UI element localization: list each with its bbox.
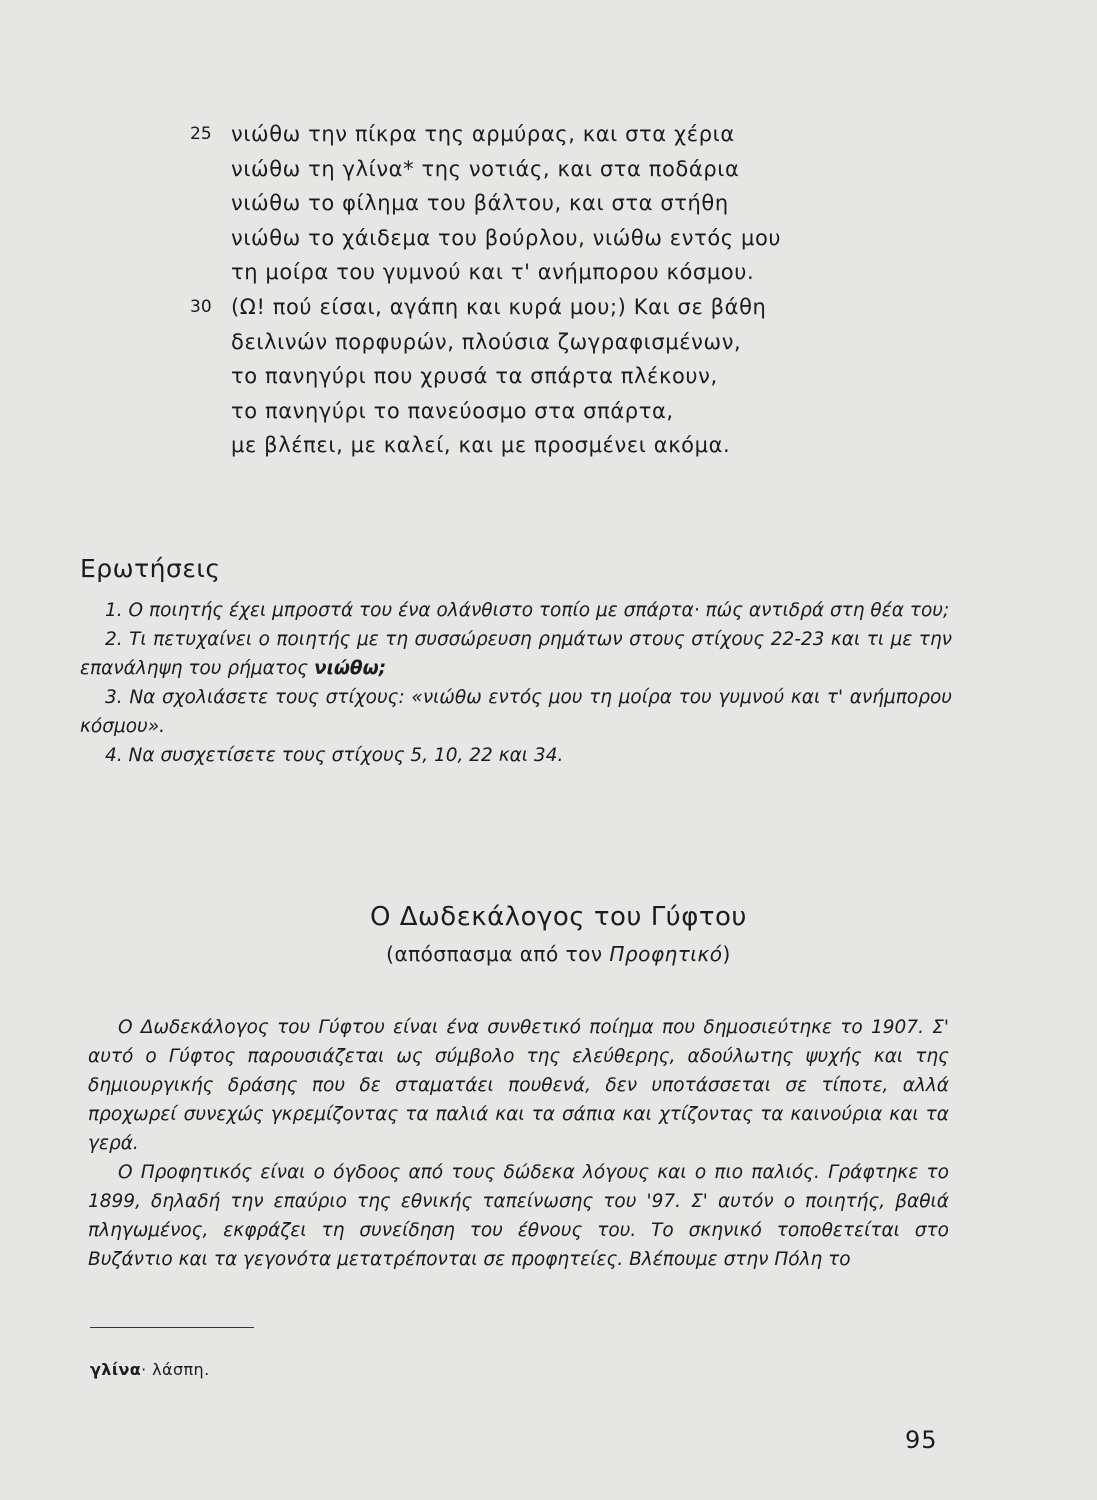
poem-line — [190, 221, 890, 256]
question-number: 4. — [105, 745, 123, 766]
poem-line — [190, 152, 890, 187]
subtitle-work: Προφητικό — [609, 942, 723, 966]
subtitle-suffix: ) — [722, 942, 731, 966]
line-text: (Ω! πού είσαι, αγάπη και κυρά μου;) Και σε βάθη — [231, 294, 767, 319]
line-text: το πανηγύρι που χρυσά τα σπάρτα πλέκουν, — [231, 364, 718, 389]
intro-paragraph: Ο Δωδεκάλογος του Γύφτου είναι ένα συνθετικό ποίημα που δημοσιεύτηκε το 1907. Σ' αυτό ο Γύφτος παρουσιάζεται ως σύμβολο της ελεύθερης, αδούλωτης ψυχής και της δημιουργικής δράσης που δε σταματάει πουθενά, δεν υποτάσσεται σε τίποτε, αλλά προχωρεί συνεχώς γκρεμίζοντας τα παλιά και τα σάπια και χτίζοντας τα καινούρια και τα γερά. — [88, 1017, 949, 1154]
question-emphasis: νιώθω; — [314, 658, 387, 679]
line-text: νιώθω το χάιδεμα του βούρλου, νιώθω εντός μου — [231, 225, 782, 250]
question-number: 3. — [105, 687, 123, 708]
question-item — [80, 683, 952, 741]
poem-line — [190, 186, 890, 221]
line-text: το πανηγύρι το πανεύοσμο στα σπάρτα, — [231, 398, 674, 423]
footnote-separator: · — [141, 1360, 147, 1379]
questions-list — [80, 596, 952, 770]
question-text: Να σχολιάσετε τους στίχους: «νιώθω εντός μου τη μοίρα του γυμνού και τ' ανήμπορου κόσμου». — [80, 687, 952, 737]
line-text: νιώθω το φίλημα του βάλτου, και στα στήθη — [231, 191, 729, 216]
footnote-definition: λάσπη. — [152, 1360, 210, 1379]
question-item — [80, 741, 952, 770]
question-text: Να συσχετίσετε τους στίχους 5, 10, 22 και 34. — [128, 745, 564, 766]
section-subtitle — [0, 942, 1097, 966]
question-item — [80, 625, 952, 683]
line-number: 25 — [190, 124, 212, 144]
poem-line — [190, 117, 890, 152]
question-number: 1. — [105, 600, 123, 621]
question-text: Τι πετυχαίνει ο ποιητής με τη συσσώρευση ρημάτων στους στίχους 22-23 και τι με την επανάληψη του ρήματος — [80, 629, 952, 679]
poem-line — [190, 359, 890, 394]
line-text: νιώθω τη γλίνα* της νοτιάς, και στα ποδάρια — [231, 156, 740, 181]
intro-text — [88, 1013, 949, 1274]
footnote — [90, 1360, 210, 1379]
intro-paragraph: Ο Προφητικός είναι ο όγδοος από τους δώδεκα λόγους και ο πιο παλιός. Γράφτηκε το 1899, δηλαδή την επαύριο της εθνικής ταπείνωσης του '97. Σ' αυτόν ο ποιητής, βαθιά πληγωμένος, εκφράζει τη συνείδηση του έθνους του. Το σκηνικό τοποθετείται στο Βυζάντιο και τα γεγονότα μετατρέπονται σε προφητείες. Βλέπουμε στην Πόλη το — [88, 1162, 949, 1270]
poem-excerpt — [190, 117, 890, 463]
subtitle-prefix: (απόσπασμα από τον — [386, 942, 603, 966]
line-text: δειλινών πορφυρών, πλούσια ζωγραφισμένων, — [231, 329, 742, 354]
question-item — [80, 596, 952, 625]
footnote-rule — [90, 1327, 254, 1328]
poem-line — [190, 325, 890, 360]
poem-line — [190, 394, 890, 429]
poem-line — [190, 290, 890, 325]
question-text: Ο ποιητής έχει μπροστά του ένα ολάνθιστο τοπίο με σπάρτα· πώς αντιδρά στη θέα του; — [128, 600, 950, 621]
footnote-term: γλίνα — [90, 1360, 142, 1379]
poem-line — [190, 255, 890, 290]
questions-heading: Ερωτήσεις — [80, 554, 221, 583]
line-text: τη μοίρα του γυμνού και τ' ανήμπορου κόσμου. — [231, 260, 755, 285]
poem-line — [190, 428, 890, 463]
page-number: 95 — [905, 1426, 938, 1454]
line-text: νιώθω την πίκρα της αρμύρας, και στα χέρια — [231, 122, 735, 146]
section-title: Ο Δωδεκάλογος του Γύφτου — [370, 902, 747, 932]
line-number: 30 — [190, 296, 212, 317]
question-number: 2. — [105, 629, 123, 650]
line-text: με βλέπει, με καλεί, και με προσμένει ακόμα. — [231, 433, 731, 458]
